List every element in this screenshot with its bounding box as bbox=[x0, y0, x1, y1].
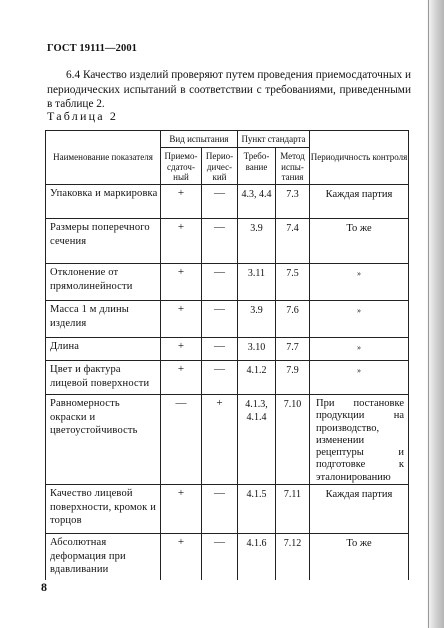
row-periodic: — bbox=[202, 338, 238, 361]
row-method: 7.7 bbox=[276, 338, 310, 361]
table-row bbox=[46, 264, 409, 301]
page-number: 8 bbox=[41, 580, 47, 594]
row-name: Упаковка и маркировка bbox=[46, 185, 161, 219]
row-method: 7.5 bbox=[276, 264, 310, 301]
header-periodic: Перио-дичес-кий bbox=[202, 148, 238, 185]
header-standard-clause: Пункт стандарта bbox=[238, 131, 310, 148]
header-frequency: Периодичность контроля bbox=[310, 131, 409, 185]
requirements-table bbox=[45, 130, 409, 580]
row-method: 7.3 bbox=[276, 185, 310, 219]
row-acceptance: + bbox=[161, 485, 202, 534]
row-requirement: 3.9 bbox=[238, 219, 276, 264]
standard-header: ГОСТ 19111—2001 bbox=[47, 43, 138, 54]
row-periodic: — bbox=[202, 301, 238, 338]
row-acceptance: + bbox=[161, 361, 202, 395]
row-method: 7.12 bbox=[276, 534, 310, 580]
row-requirement: 4.1.3, 4.1.4 bbox=[238, 395, 276, 485]
row-periodic: + bbox=[202, 395, 238, 485]
table-row bbox=[46, 219, 409, 264]
row-name: Масса 1 м длины изделия bbox=[46, 301, 161, 338]
row-method: 7.4 bbox=[276, 219, 310, 264]
row-frequency: » bbox=[310, 301, 409, 338]
row-frequency: » bbox=[310, 361, 409, 395]
row-name: Цвет и фактура лицевой поверхности bbox=[46, 361, 161, 395]
row-requirement: 3.9 bbox=[238, 301, 276, 338]
row-method: 7.11 bbox=[276, 485, 310, 534]
row-acceptance: + bbox=[161, 301, 202, 338]
table-row bbox=[46, 338, 409, 361]
row-method: 7.6 bbox=[276, 301, 310, 338]
table-header-row-1 bbox=[46, 131, 409, 148]
row-acceptance: + bbox=[161, 185, 202, 219]
table-caption: Таблица 2 bbox=[47, 109, 119, 123]
header-method: Метод испы-тания bbox=[276, 148, 310, 185]
header-requirement: Требо-вание bbox=[238, 148, 276, 185]
row-requirement: 4.1.2 bbox=[238, 361, 276, 395]
row-requirement: 4.1.5 bbox=[238, 485, 276, 534]
header-name: Наименование показателя bbox=[46, 131, 161, 185]
header-acceptance: Приемо-сдаточ-ный bbox=[161, 148, 202, 185]
row-periodic: — bbox=[202, 264, 238, 301]
row-periodic: — bbox=[202, 185, 238, 219]
row-name: Длина bbox=[46, 338, 161, 361]
row-frequency: То же bbox=[310, 534, 409, 580]
table-row bbox=[46, 395, 409, 485]
row-name: Отклонение от прямолинейности bbox=[46, 264, 161, 301]
row-name: Равномерность окраски и цветоустойчивость bbox=[46, 395, 161, 485]
row-requirement: 4.3, 4.4 bbox=[238, 185, 276, 219]
row-acceptance: + bbox=[161, 264, 202, 301]
row-periodic: — bbox=[202, 485, 238, 534]
row-requirement: 4.1.6 bbox=[238, 534, 276, 580]
row-periodic: — bbox=[202, 219, 238, 264]
row-acceptance: + bbox=[161, 534, 202, 580]
table-row bbox=[46, 361, 409, 395]
row-frequency: То же bbox=[310, 219, 409, 264]
table-row bbox=[46, 185, 409, 219]
table-row bbox=[46, 301, 409, 338]
row-frequency: Каждая партия bbox=[310, 485, 409, 534]
row-periodic: — bbox=[202, 534, 238, 580]
header-test-type: Вид испытания bbox=[161, 131, 238, 148]
row-periodic: — bbox=[202, 361, 238, 395]
row-acceptance: + bbox=[161, 219, 202, 264]
row-method: 7.10 bbox=[276, 395, 310, 485]
row-frequency: Каждая партия bbox=[310, 185, 409, 219]
row-frequency-text: При постановке продукции на производство, изменении рецептуры и подготовке к эталонированию bbox=[316, 398, 404, 483]
row-acceptance: + bbox=[161, 338, 202, 361]
row-name: Абсолютная деформация при вдавливании bbox=[46, 534, 161, 580]
intro-paragraph-text: 6.4 Качество изделий проверяют путем проведения приемосдаточных и периодических испытаний в соответствии с требованиями, приведенными в таблице 2. bbox=[47, 69, 411, 111]
row-frequency: » bbox=[310, 264, 409, 301]
intro-paragraph bbox=[47, 68, 411, 112]
table-row bbox=[46, 534, 409, 580]
row-acceptance: — bbox=[161, 395, 202, 485]
page-edge-line bbox=[428, 0, 429, 628]
table-row bbox=[46, 485, 409, 534]
row-method: 7.9 bbox=[276, 361, 310, 395]
row-frequency: » bbox=[310, 338, 409, 361]
row-requirement: 3.11 bbox=[238, 264, 276, 301]
row-requirement: 3.10 bbox=[238, 338, 276, 361]
row-frequency bbox=[310, 395, 409, 485]
row-name: Размеры поперечного сечения bbox=[46, 219, 161, 264]
row-name: Качество лицевой поверхности, кромок и торцов bbox=[46, 485, 161, 534]
